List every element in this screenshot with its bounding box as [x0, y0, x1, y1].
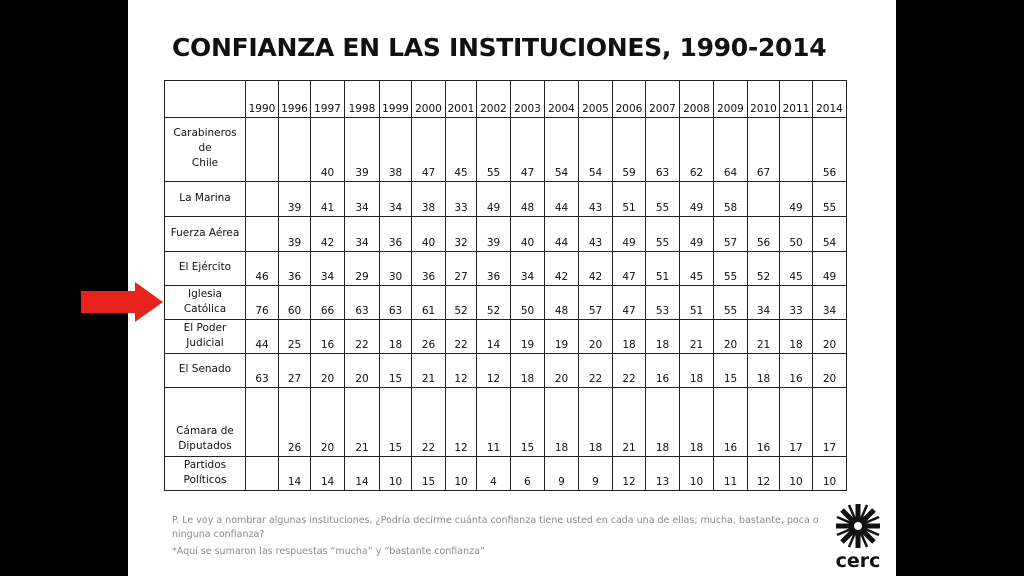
value-cell: 53 — [646, 286, 680, 320]
value-cell: 18 — [646, 388, 680, 457]
value-cell: 40 — [311, 118, 345, 182]
value-cell: 18 — [748, 354, 780, 388]
value-cell: 15 — [412, 457, 446, 491]
institution-label-line: Cámara de — [176, 425, 234, 437]
institution-label-line: Partidos — [183, 459, 227, 471]
value-cell: 20 — [311, 354, 345, 388]
value-cell — [246, 217, 279, 252]
value-cell: 19 — [511, 320, 545, 354]
value-cell: 57 — [579, 286, 613, 320]
institution-label-line: Diputados — [178, 440, 232, 452]
value-cell: 34 — [311, 252, 345, 286]
table-row — [165, 388, 847, 457]
table-row — [165, 217, 847, 252]
value-cell: 52 — [477, 286, 511, 320]
value-cell: 36 — [412, 252, 446, 286]
value-cell: 47 — [511, 118, 545, 182]
year-header: 1997 — [311, 81, 345, 118]
value-cell: 49 — [613, 217, 646, 252]
value-cell: 49 — [680, 217, 714, 252]
value-cell: 67 — [748, 118, 780, 182]
value-cell: 22 — [579, 354, 613, 388]
value-cell: 21 — [345, 388, 380, 457]
year-header: 2009 — [714, 81, 748, 118]
value-cell: 39 — [279, 182, 311, 217]
cerc-starburst-logo-icon — [828, 500, 888, 552]
value-cell: 18 — [545, 388, 579, 457]
year-header: 2004 — [545, 81, 579, 118]
value-cell: 44 — [545, 182, 579, 217]
year-header: 2000 — [412, 81, 446, 118]
value-cell: 52 — [446, 286, 477, 320]
year-header: 2003 — [511, 81, 545, 118]
table-row — [165, 320, 847, 354]
value-cell: 56 — [748, 217, 780, 252]
table-row — [165, 286, 847, 320]
value-cell: 16 — [780, 354, 813, 388]
value-cell: 49 — [680, 182, 714, 217]
value-cell: 38 — [412, 182, 446, 217]
value-cell: 63 — [380, 286, 412, 320]
institution-label-line: Políticos — [183, 474, 227, 486]
value-cell: 16 — [646, 354, 680, 388]
value-cell: 55 — [477, 118, 511, 182]
value-cell: 13 — [646, 457, 680, 491]
institution-label-line: Fuerza Aérea — [170, 226, 240, 239]
year-header: 2014 — [813, 81, 847, 118]
value-cell: 18 — [511, 354, 545, 388]
value-cell: 18 — [579, 388, 613, 457]
value-cell: 49 — [780, 182, 813, 217]
value-cell: 60 — [279, 286, 311, 320]
value-cell: 55 — [714, 252, 748, 286]
institution-label — [165, 388, 246, 457]
value-cell: 39 — [477, 217, 511, 252]
value-cell: 47 — [412, 118, 446, 182]
institution-label — [165, 354, 246, 388]
year-header: 2006 — [613, 81, 646, 118]
value-cell: 18 — [613, 320, 646, 354]
value-cell: 15 — [380, 388, 412, 457]
value-cell: 49 — [813, 252, 847, 286]
red-arrow-icon — [81, 282, 163, 322]
value-cell: 39 — [279, 217, 311, 252]
value-cell: 21 — [680, 320, 714, 354]
value-cell: 63 — [646, 118, 680, 182]
value-cell: 33 — [780, 286, 813, 320]
table-row — [165, 182, 847, 217]
value-cell: 42 — [579, 252, 613, 286]
value-cell: 20 — [345, 354, 380, 388]
value-cell: 59 — [613, 118, 646, 182]
institution-label — [165, 217, 246, 252]
value-cell: 45 — [780, 252, 813, 286]
confidence-table — [164, 80, 847, 491]
value-cell: 45 — [446, 118, 477, 182]
value-cell: 43 — [579, 217, 613, 252]
value-cell: 15 — [380, 354, 412, 388]
cerc-logo — [828, 500, 888, 572]
value-cell: 18 — [646, 320, 680, 354]
value-cell: 29 — [345, 252, 380, 286]
value-cell: 44 — [246, 320, 279, 354]
value-cell: 17 — [780, 388, 813, 457]
value-cell: 66 — [311, 286, 345, 320]
method-footnote: *Aquí se sumaron las respuestas “mucha” y “bastante confianza” — [172, 546, 485, 557]
value-cell: 47 — [613, 286, 646, 320]
value-cell: 10 — [780, 457, 813, 491]
value-cell: 15 — [714, 354, 748, 388]
table-row — [165, 118, 847, 182]
value-cell: 26 — [279, 388, 311, 457]
value-cell: 64 — [714, 118, 748, 182]
value-cell: 45 — [680, 252, 714, 286]
table-header-row — [165, 81, 847, 118]
value-cell: 10 — [680, 457, 714, 491]
value-cell: 52 — [748, 252, 780, 286]
value-cell: 20 — [714, 320, 748, 354]
value-cell: 22 — [345, 320, 380, 354]
value-cell: 46 — [246, 252, 279, 286]
value-cell: 14 — [345, 457, 380, 491]
value-cell: 40 — [412, 217, 446, 252]
value-cell: 14 — [279, 457, 311, 491]
value-cell: 18 — [680, 388, 714, 457]
value-cell: 17 — [813, 388, 847, 457]
value-cell: 41 — [311, 182, 345, 217]
value-cell: 40 — [511, 217, 545, 252]
value-cell: 22 — [412, 388, 446, 457]
value-cell: 55 — [714, 286, 748, 320]
value-cell: 51 — [646, 252, 680, 286]
institution-label — [165, 252, 246, 286]
value-cell: 51 — [680, 286, 714, 320]
value-cell: 43 — [579, 182, 613, 217]
value-cell: 22 — [613, 354, 646, 388]
value-cell: 62 — [680, 118, 714, 182]
value-cell: 12 — [446, 354, 477, 388]
value-cell: 11 — [714, 457, 748, 491]
value-cell: 34 — [511, 252, 545, 286]
logo-text: cerc — [835, 550, 881, 572]
value-cell: 12 — [477, 354, 511, 388]
value-cell: 20 — [813, 320, 847, 354]
value-cell: 12 — [613, 457, 646, 491]
value-cell: 10 — [813, 457, 847, 491]
value-cell: 54 — [813, 217, 847, 252]
value-cell: 55 — [813, 182, 847, 217]
value-cell: 61 — [412, 286, 446, 320]
value-cell: 54 — [579, 118, 613, 182]
value-cell: 9 — [545, 457, 579, 491]
value-cell: 4 — [477, 457, 511, 491]
value-cell: 27 — [279, 354, 311, 388]
value-cell — [246, 457, 279, 491]
value-cell: 42 — [311, 217, 345, 252]
value-cell: 63 — [345, 286, 380, 320]
value-cell: 51 — [613, 182, 646, 217]
value-cell: 27 — [446, 252, 477, 286]
value-cell: 34 — [380, 182, 412, 217]
value-cell: 50 — [511, 286, 545, 320]
year-header: 1996 — [279, 81, 311, 118]
institution-label — [165, 286, 246, 320]
value-cell: 20 — [813, 354, 847, 388]
value-cell: 18 — [780, 320, 813, 354]
value-cell: 33 — [446, 182, 477, 217]
value-cell: 55 — [646, 217, 680, 252]
institution-label-line: El Ejército — [178, 261, 232, 273]
value-cell — [748, 182, 780, 217]
value-cell: 22 — [446, 320, 477, 354]
year-header: 2010 — [748, 81, 780, 118]
value-cell: 12 — [748, 457, 780, 491]
value-cell: 44 — [545, 217, 579, 252]
year-header: 1998 — [345, 81, 380, 118]
year-header: 1990 — [246, 81, 279, 118]
value-cell: 10 — [380, 457, 412, 491]
value-cell — [246, 388, 279, 457]
value-cell: 20 — [545, 354, 579, 388]
value-cell: 48 — [511, 182, 545, 217]
table-row — [165, 457, 847, 491]
institution-label-line: Iglesia Católica — [183, 287, 227, 315]
year-header: 2005 — [579, 81, 613, 118]
value-cell: 38 — [380, 118, 412, 182]
value-cell: 32 — [446, 217, 477, 252]
value-cell: 58 — [714, 182, 748, 217]
value-cell: 39 — [345, 118, 380, 182]
value-cell: 18 — [680, 354, 714, 388]
value-cell: 36 — [477, 252, 511, 286]
value-cell: 49 — [477, 182, 511, 217]
value-cell — [246, 182, 279, 217]
value-cell: 16 — [748, 388, 780, 457]
value-cell: 36 — [380, 217, 412, 252]
institution-label — [165, 182, 246, 217]
value-cell: 34 — [813, 286, 847, 320]
value-cell: 21 — [748, 320, 780, 354]
value-cell: 76 — [246, 286, 279, 320]
value-cell: 50 — [780, 217, 813, 252]
value-cell: 48 — [545, 286, 579, 320]
value-cell: 34 — [345, 217, 380, 252]
institution-label-line: La Marina — [179, 191, 231, 204]
year-header: 2008 — [680, 81, 714, 118]
year-header: 2011 — [780, 81, 813, 118]
value-cell: 20 — [311, 388, 345, 457]
value-cell: 57 — [714, 217, 748, 252]
value-cell: 16 — [311, 320, 345, 354]
value-cell — [780, 118, 813, 182]
table-row — [165, 252, 847, 286]
value-cell: 34 — [748, 286, 780, 320]
value-cell: 12 — [446, 388, 477, 457]
value-cell: 55 — [646, 182, 680, 217]
year-header: 2002 — [477, 81, 511, 118]
value-cell: 26 — [412, 320, 446, 354]
table-row — [165, 354, 847, 388]
value-cell: 20 — [579, 320, 613, 354]
institution-label — [165, 457, 246, 491]
value-cell: 9 — [579, 457, 613, 491]
institution-label-line: Chile — [191, 157, 219, 169]
value-cell: 16 — [714, 388, 748, 457]
header-blank-cell — [165, 81, 246, 118]
year-header: 2007 — [646, 81, 680, 118]
value-cell: 30 — [380, 252, 412, 286]
institution-label-line: Carabineros de — [173, 127, 237, 154]
value-cell: 15 — [511, 388, 545, 457]
value-cell: 36 — [279, 252, 311, 286]
institution-label-line: El Senado — [178, 363, 232, 375]
value-cell: 6 — [511, 457, 545, 491]
value-cell: 19 — [545, 320, 579, 354]
value-cell — [279, 118, 311, 182]
value-cell — [246, 118, 279, 182]
year-header: 2001 — [446, 81, 477, 118]
question-footnote: P. Le voy a nombrar algunas instituciones, ¿Podría decirme cuánta confianza tiene usted en cada una de ellas; mucha, bastante, poca o ninguna confianza? — [172, 515, 819, 540]
slide-title: CONFIANZA EN LAS INSTITUCIONES, 1990-2014 — [172, 33, 827, 62]
value-cell: 42 — [545, 252, 579, 286]
value-cell: 56 — [813, 118, 847, 182]
value-cell: 14 — [311, 457, 345, 491]
value-cell: 47 — [613, 252, 646, 286]
year-header: 1999 — [380, 81, 412, 118]
value-cell: 21 — [412, 354, 446, 388]
value-cell: 18 — [380, 320, 412, 354]
institution-label — [165, 320, 246, 354]
value-cell: 54 — [545, 118, 579, 182]
institution-label — [165, 118, 246, 182]
value-cell: 34 — [345, 182, 380, 217]
value-cell: 11 — [477, 388, 511, 457]
value-cell: 25 — [279, 320, 311, 354]
institution-label-line: Judicial — [186, 336, 224, 349]
value-cell: 10 — [446, 457, 477, 491]
value-cell: 63 — [246, 354, 279, 388]
value-cell: 14 — [477, 320, 511, 354]
institution-label-line: El Poder — [183, 321, 227, 334]
value-cell: 21 — [613, 388, 646, 457]
slide — [128, 0, 896, 576]
